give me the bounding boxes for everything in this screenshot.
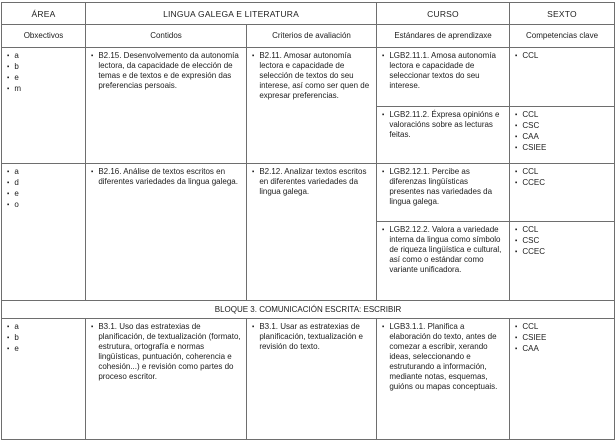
bullet-icon: ▪ bbox=[252, 52, 255, 60]
bullet-icon: ▪ bbox=[252, 323, 255, 331]
standard-text: LGB2.12.1. Percibe as diferenzas lingüísticas presentes nas variedades da lingua galega. bbox=[389, 167, 493, 206]
standard-cell bbox=[377, 48, 510, 107]
objective-item bbox=[7, 51, 81, 61]
competence-item bbox=[515, 51, 610, 61]
standard-text: LGB2.11.1. Amosa autonomía lectora e capacidade de seleccionar textos do seu interese. bbox=[389, 51, 496, 90]
bullet-icon: ▪ bbox=[382, 226, 385, 234]
header-sexto: SEXTO bbox=[510, 3, 615, 25]
objective-letter: e bbox=[14, 189, 19, 198]
objective-item bbox=[7, 73, 81, 83]
standard-cell bbox=[377, 164, 510, 222]
objective-item bbox=[7, 62, 81, 72]
bullet-icon: ▪ bbox=[515, 111, 518, 119]
competence-code: CCL bbox=[522, 110, 539, 119]
standard-cell bbox=[377, 107, 510, 164]
column-header-estandares: Estándares de aprendizaxe bbox=[377, 25, 510, 48]
competence-item bbox=[515, 247, 610, 257]
standard-item bbox=[382, 322, 505, 392]
criterion-text: B2.12. Analizar textos escritos en diferentes variedades da lingua galega. bbox=[259, 167, 367, 196]
competence-code: CCL bbox=[522, 167, 539, 176]
competence-code: CSC bbox=[522, 236, 540, 245]
bullet-icon: ▪ bbox=[515, 323, 518, 331]
competence-item bbox=[515, 333, 610, 343]
competence-item bbox=[515, 132, 610, 142]
competence-item bbox=[515, 178, 610, 188]
competence-code: CCL bbox=[522, 225, 539, 234]
competence-code: CAA bbox=[522, 132, 539, 141]
bullet-icon: ▪ bbox=[91, 168, 94, 176]
competence-item bbox=[515, 225, 610, 235]
competence-item bbox=[515, 143, 610, 153]
competences-cell bbox=[510, 222, 615, 301]
objective-letter: d bbox=[14, 178, 19, 187]
bullet-icon: ▪ bbox=[7, 179, 10, 187]
bullet-icon: ▪ bbox=[515, 52, 518, 60]
bullet-icon: ▪ bbox=[515, 345, 518, 353]
criterion-text: B2.11. Amosar autonomía lectora e capacidade de selección de textos do seu interese, así como ser quen de expresar preferencias. bbox=[259, 51, 370, 100]
bullet-icon: ▪ bbox=[7, 85, 10, 93]
competence-item bbox=[515, 110, 610, 120]
standard-text: LGB3.1.1. Planifica a elaboración do texto, antes de comezar a escribir, xerando ideas, seleccionando e estruturando a información, mediante notas, esquemas, guións ou mapas conceptuais. bbox=[389, 322, 498, 391]
objectives-cell bbox=[2, 164, 86, 301]
objective-letter: a bbox=[14, 167, 19, 176]
objective-letter: b bbox=[14, 62, 19, 71]
bullet-icon: ▪ bbox=[91, 323, 94, 331]
objective-letter: e bbox=[14, 344, 19, 353]
competences-cell bbox=[510, 107, 615, 164]
header-area: ÁREA bbox=[2, 3, 86, 25]
objective-item bbox=[7, 84, 81, 94]
bullet-icon: ▪ bbox=[382, 111, 385, 119]
bullet-icon: ▪ bbox=[7, 74, 10, 82]
bullet-icon: ▪ bbox=[515, 334, 518, 342]
objective-item bbox=[7, 333, 81, 343]
competence-code: CAA bbox=[522, 344, 539, 353]
objective-letter: e bbox=[14, 73, 19, 82]
bullet-icon: ▪ bbox=[382, 52, 385, 60]
objective-item bbox=[7, 178, 81, 188]
criterion-cell bbox=[247, 164, 377, 301]
column-header-contidos: Contidos bbox=[86, 25, 247, 48]
criterion-cell bbox=[247, 319, 377, 440]
bullet-icon: ▪ bbox=[7, 323, 10, 331]
objective-letter: a bbox=[14, 322, 19, 331]
bullet-icon: ▪ bbox=[7, 52, 10, 60]
objectives-cell bbox=[2, 48, 86, 164]
competence-item bbox=[515, 167, 610, 177]
criterion-text: B3.1. Usar as estratexias de planificación, textualización e revisión do texto. bbox=[259, 322, 363, 351]
content-text: B2.15. Desenvolvemento da autonomía lectora, da capacidade de elección de temas e de textos e de expresión das preferencias persoais. bbox=[98, 51, 239, 90]
objective-item bbox=[7, 344, 81, 354]
criterion-item bbox=[252, 322, 372, 352]
competences-cell bbox=[510, 319, 615, 440]
bullet-icon: ▪ bbox=[515, 179, 518, 187]
header-curso: CURSO bbox=[377, 3, 510, 25]
criterion-item bbox=[252, 51, 372, 101]
content-text: B3.1. Uso das estratexias de planificación, de textualización (formato, estrutura, ortografía e normas lingüísticas, puntuación, coherencia e cohesión...) e revisión como partes do proceso escritor. bbox=[98, 322, 241, 381]
competence-item bbox=[515, 121, 610, 131]
bullet-icon: ▪ bbox=[515, 122, 518, 130]
standard-item bbox=[382, 110, 505, 140]
bullet-icon: ▪ bbox=[515, 168, 518, 176]
objective-letter: a bbox=[14, 51, 19, 60]
content-cell bbox=[86, 48, 247, 164]
bullet-icon: ▪ bbox=[515, 144, 518, 152]
standard-item bbox=[382, 51, 505, 91]
table-row bbox=[2, 48, 615, 107]
objective-letter: b bbox=[14, 333, 19, 342]
standard-item bbox=[382, 225, 505, 275]
competence-code: CSC bbox=[522, 121, 540, 130]
competence-code: CSIEE bbox=[522, 333, 547, 342]
curriculum-table bbox=[1, 2, 615, 440]
bullet-icon: ▪ bbox=[7, 201, 10, 209]
bloque-title: BLOQUE 3. COMUNICACIÓN ESCRITA: ESCRIBIR bbox=[2, 301, 615, 319]
objective-item bbox=[7, 189, 81, 199]
column-header-obxectivos: Obxectivos bbox=[2, 25, 86, 48]
bullet-icon: ▪ bbox=[7, 334, 10, 342]
bullet-icon: ▪ bbox=[515, 237, 518, 245]
table-row bbox=[2, 319, 615, 440]
header-subject: LINGUA GALEGA E LITERATURA bbox=[86, 3, 377, 25]
standard-item bbox=[382, 167, 505, 207]
competence-code: CSIEE bbox=[522, 143, 547, 152]
competences-cell bbox=[510, 48, 615, 107]
content-cell bbox=[86, 164, 247, 301]
objective-letter: o bbox=[14, 200, 19, 209]
content-text: B2.16. Análise de textos escritos en diferentes variedades da lingua galega. bbox=[98, 167, 238, 186]
bullet-icon: ▪ bbox=[7, 345, 10, 353]
bullet-icon: ▪ bbox=[515, 226, 518, 234]
standard-cell bbox=[377, 319, 510, 440]
table-header-row-columns bbox=[2, 25, 615, 48]
standard-text: LGB2.12.2. Valora a variedade interna da lingua como símbolo de riqueza lingüística e cultural, así como o estándar como variante unificadora. bbox=[389, 225, 502, 274]
bullet-icon: ▪ bbox=[91, 52, 94, 60]
competence-code: CCL bbox=[522, 51, 539, 60]
objective-item bbox=[7, 167, 81, 177]
bullet-icon: ▪ bbox=[7, 190, 10, 198]
criterion-cell bbox=[247, 48, 377, 164]
bloque-row bbox=[2, 301, 615, 319]
column-header-criterios: Criterios de avaliación bbox=[247, 25, 377, 48]
standard-text: LGB2.11.2. Éxpresa opinións e valoracións sobre as lecturas feitas. bbox=[389, 110, 500, 139]
content-item bbox=[91, 51, 242, 91]
column-header-competencias: Competencias clave bbox=[510, 25, 615, 48]
bullet-icon: ▪ bbox=[382, 168, 385, 176]
bullet-icon: ▪ bbox=[382, 323, 385, 331]
competence-code: CCEC bbox=[522, 178, 545, 187]
standard-cell bbox=[377, 222, 510, 301]
content-item bbox=[91, 322, 242, 382]
competence-code: CCEC bbox=[522, 247, 545, 256]
table-row bbox=[2, 164, 615, 222]
criterion-item bbox=[252, 167, 372, 197]
objective-item bbox=[7, 200, 81, 210]
objective-item bbox=[7, 322, 81, 332]
objective-letter: m bbox=[14, 84, 21, 93]
bullet-icon: ▪ bbox=[515, 133, 518, 141]
content-cell bbox=[86, 319, 247, 440]
bullet-icon: ▪ bbox=[7, 63, 10, 71]
competence-item bbox=[515, 236, 610, 246]
competence-item bbox=[515, 344, 610, 354]
table-header-row-top bbox=[2, 3, 615, 25]
bullet-icon: ▪ bbox=[515, 248, 518, 256]
competence-code: CCL bbox=[522, 322, 539, 331]
competences-cell bbox=[510, 164, 615, 222]
competence-item bbox=[515, 322, 610, 332]
objectives-cell bbox=[2, 319, 86, 440]
bullet-icon: ▪ bbox=[7, 168, 10, 176]
content-item bbox=[91, 167, 242, 187]
bullet-icon: ▪ bbox=[252, 168, 255, 176]
